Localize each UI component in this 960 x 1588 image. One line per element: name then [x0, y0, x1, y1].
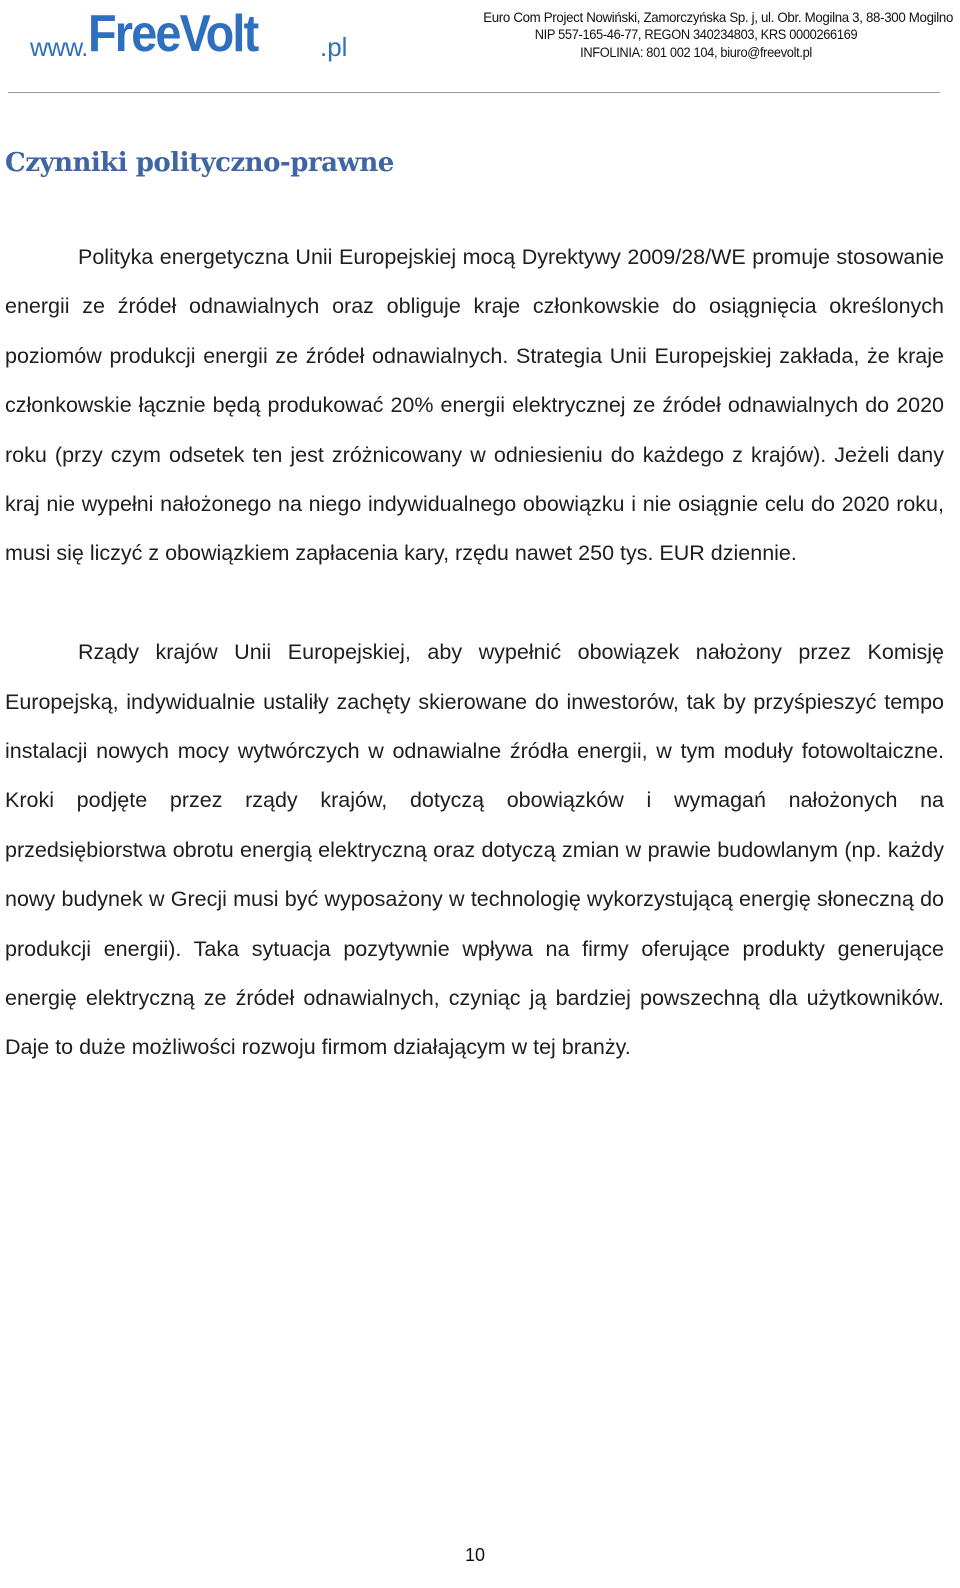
logo-suffix: .pl	[320, 32, 348, 62]
header-divider	[8, 92, 940, 93]
company-contact: INFOLINIA: 801 002 104, biuro@freevolt.pl	[580, 45, 812, 60]
section-body	[5, 233, 944, 1073]
paragraph-government-incentives: Rządy krajów Unii Europejskiej, aby wypełnić obowiązek nałożony przez Komisję Europejską, indywidualnie ustaliły zachęty skierowane do inwestorów, tak by przyśpieszyć tempo instalacji nowych mocy wytwórczych w odnawialne źródła energii, w tym moduły fotowoltaiczne. Kroki podjęte przez rządy krajów, dotyczą obowiązków i wymagań nałożonych na przedsiębiorstwa obrotu energią elektryczną oraz dotyczą zmian w prawie budowlanym (np. każdy nowy budynek w Grecji musi być wyposażony w technologię wykorzystującą energię słoneczną do produkcji energii). Taka sytuacja pozytywnie wpływa na firmy oferujące produkty generujące energię elektryczną ze źródeł odnawialnych, czyniąc ją bardziej powszechną dla użytkowników. Daje to duże możliwości rozwoju firmom działającym w tej branży.	[5, 640, 944, 1060]
company-info	[472, 8, 954, 62]
page-number: 10	[464, 1545, 486, 1565]
company-registration: NIP 557-165-46-77, REGON 340234803, KRS 0000266169	[534, 27, 858, 42]
logo-brand: FreeVolt	[88, 5, 258, 63]
company-address: Euro Com Project Nowiński, Zamorczyńska Sp. j, ul. Obr. Mogilna 3, 88-300 Mogilno	[483, 9, 954, 25]
section-heading: Czynniki polityczno-prawne	[5, 148, 394, 178]
paragraph-eu-energy-policy: Polityka energetyczna Unii Europejskiej mocą Dyrektywy 2009/28/WE promuje stosowanie energii ze źródeł odnawialnych oraz obliguje kraje członkowskie do osiągnięcia określonych poziomów produkcji energii ze źródeł odnawialnych. Strategia Unii Europejskiej zakłada, że kraje członkowskie łącznie będą produkować 20% energii elektrycznej ze źródeł odnawialnych do 2020 roku (przy czym odsetek ten jest zróżnicowany w odniesieniu do każdego z krajów). Jeżeli dany kraj nie wypełni nałożonego na niego indywidualnego obowiązku i nie osiągnie celu do 2020 roku, musi się liczyć z obowiązkiem zapłacenia kary, rzędu nawet 250 tys. EUR dziennie.	[5, 245, 944, 566]
logo-prefix: www.	[30, 34, 88, 62]
page-header	[0, 0, 960, 100]
